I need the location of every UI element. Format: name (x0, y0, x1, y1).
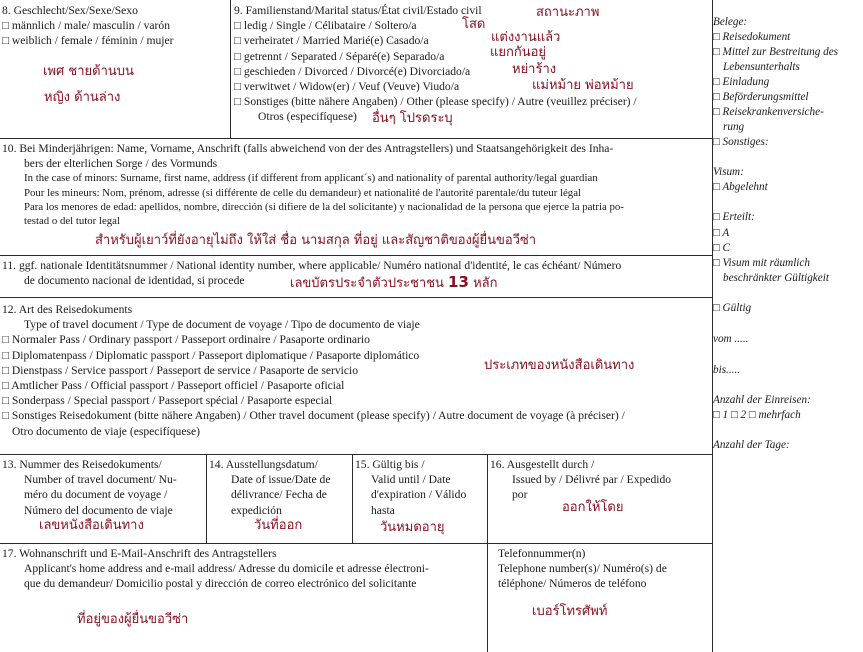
section-title-cont: bers der elterlichen Sorge / des Vormunds (24, 157, 218, 171)
checkbox-diplomatic-passport[interactable]: □ Diplomatenpass / Diplomatic passport / Passeport diplomatique / Pasaporte diplomático (2, 348, 420, 362)
section-text: Date of issue/Date de (231, 473, 331, 487)
option-continuation: Otros (especifíquese) (258, 110, 357, 124)
visum-label: Visum: (713, 166, 744, 178)
thai-annotation-unit: หลัก (473, 276, 498, 291)
section-title-cont: de documento nacional de identidad, si procede (24, 274, 245, 288)
section-title: 9. Familienstand/Marital status/État civil/Estado civil (234, 4, 482, 17)
divider (0, 297, 712, 298)
section-text: hasta (371, 503, 395, 517)
vom-label: vom ..... (713, 333, 749, 345)
divider (230, 0, 231, 138)
section-16-issued-by (490, 457, 671, 503)
divider (206, 454, 207, 543)
section-text: Pour les mineurs: Nom, prénom, adresse (si différente de celle du demandeur) et nationalité de l'autorité parentale/du tuteur légal (24, 186, 581, 199)
section-title: 12. Art des Reisedokuments (2, 303, 133, 316)
section-17-home-address (2, 546, 429, 592)
section-10-minors (2, 141, 624, 228)
checkbox-befoerderungsmittel[interactable]: □ Beförderungsmittel (713, 91, 809, 103)
tage-label: Anzahl der Tage: (713, 439, 790, 451)
section-text: Applicant's home address and e-mail address/ Adresse du domicile et adresse électroni- (24, 562, 429, 576)
section-text: que du demandeur/ Domicilio postal y dirección de correo electrónico del solicitante (24, 577, 417, 591)
section-text: In the case of minors: Surname, first name, address (if different from applicant´s) and nationality of parental authority/legal guardian (24, 172, 598, 185)
office-use-sidebar (713, 0, 863, 652)
thai-annotation: ที่อยู่ของผู้ยื่นขอวีซ่า (77, 612, 189, 627)
section-text: Number of travel document/ Nu- (24, 473, 177, 487)
divider (487, 454, 488, 652)
thai-annotation: เบอร์โทรศัพท์ (532, 604, 608, 619)
section-title: 16. Ausgestellt durch / (490, 458, 595, 471)
checkbox-separated[interactable]: □ getrennt / Separated / Séparé(e) Separado/a (234, 49, 445, 63)
checkbox-single[interactable]: □ ledig / Single / Célibataire / Soltero/a (234, 19, 417, 33)
checkbox-reisekrankenversicherung[interactable]: □ Reisekrankenversiche- (713, 106, 824, 118)
thai-annotation-number: 13 (448, 273, 469, 291)
section-text: Valid until / Date (371, 473, 451, 487)
checkbox-other-document[interactable]: □ Sonstiges Reisedokument (bitte nähere Angaben) / Other travel document (please specify) / Autre document de voyage (à préciser) / (2, 409, 625, 423)
section-text: Número del documento de viaje (24, 503, 173, 517)
section-text: Issued by / Délivré par / Expedido (512, 473, 672, 487)
thai-annotation: แยกกันอยู่ (490, 45, 547, 60)
checkbox-reisedokument[interactable]: □ Reisedokument (713, 31, 791, 43)
divider (0, 138, 712, 139)
checkbox-divorced[interactable]: □ geschieden / Divorced / Divorcé(e) Divorciado/a (234, 64, 471, 78)
thai-annotation: แม่หม้าย พ่อหม้าย (532, 78, 634, 93)
section-title: 15. Gültig bis / (355, 458, 425, 471)
thai-annotation: หญิง ด้านล่าง (44, 90, 121, 105)
section-phone-number (498, 546, 667, 592)
thai-annotation: เลขหนังสือเดินทาง (39, 518, 144, 533)
checkbox-limited-validity[interactable]: □ Visum mit räumlich (713, 257, 810, 269)
section-14-issue-date (209, 457, 330, 518)
section-title: 8. Geschlecht/Sex/Sexe/Sexo (2, 4, 138, 17)
divider (352, 454, 353, 543)
section-9-marital-status (234, 3, 637, 125)
checkbox-service-passport[interactable]: □ Dienstpass / Service passport / Passeport de service / Pasaporte de servicio (2, 363, 359, 377)
option-continuation: Otro documento de viaje (especifíquese) (12, 424, 201, 438)
einreisen-options[interactable]: □ 1 □ 2 □ mehrfach (713, 409, 801, 421)
divider (0, 454, 712, 455)
thai-annotation: เพศ ชายด้านบน (43, 64, 134, 79)
checkbox-abgelehnt[interactable]: □ Abgelehnt (713, 181, 768, 193)
thai-annotation: สำหรับผู้เยาว์ที่ยังอายุไม่ถึง ให้ใส่ ชื่อ นามสกุล ที่อยู่ และสัญชาติของผู้ยื่นขอวีซ่า (95, 233, 537, 248)
checkbox-visa-a[interactable]: □ A (713, 227, 730, 239)
section-text: testad o del tutor legal (24, 215, 120, 228)
section-title: 17. Wohnanschrift und E-Mail-Anschrift des Antragstellers (2, 547, 277, 560)
section-title: 14. Ausstellungsdatum/ (209, 458, 318, 471)
checkbox-male[interactable]: □ männlich / male/ masculin / varón (2, 19, 170, 33)
option-continuation: Lebensunterhalts (723, 61, 800, 73)
checkbox-visa-c[interactable]: □ C (713, 242, 731, 254)
thai-annotation: ประเภทของหนังสือเดินทาง (484, 358, 635, 373)
checkbox-ordinary-passport[interactable]: □ Normaler Pass / Ordinary passport / Passeport ordinaire / Pasaporte ordinario (2, 333, 370, 347)
section-subtitle: Type of travel document / Type de document de voyage / Tipo de documento de viaje (24, 318, 420, 332)
checkbox-special-passport[interactable]: □ Sonderpass / Special passport / Passeport spécial / Pasaporte especial (2, 394, 333, 408)
section-title: 11. ggf. nationale Identitätsnummer / National identity number, where applicable/ Numéro national d'identité, le cas échéant/ Número (2, 259, 622, 272)
checkbox-married[interactable]: □ verheiratet / Married Marié(e) Casado/a (234, 34, 429, 48)
divider (0, 543, 712, 544)
thai-annotation: วันที่ออก (254, 518, 303, 533)
option-continuation: beschränkter Gültigkeit (723, 272, 829, 284)
section-8-sex (2, 3, 174, 49)
section-text: téléphone/ Números de teléfono (498, 577, 647, 591)
section-text: por (512, 488, 528, 502)
option-continuation: rung (723, 121, 745, 133)
checkbox-erteilt[interactable]: □ Erteilt: (713, 211, 755, 223)
divider (0, 255, 712, 256)
checkbox-gueltig[interactable]: □ Gültig (713, 302, 752, 314)
thai-annotation: อื่นๆ โปรดระบุ (372, 111, 453, 126)
thai-annotation: ออกให้โดย (562, 500, 624, 515)
section-text: d'expiration / Válido (371, 488, 467, 502)
thai-annotation: หย่าร้าง (512, 62, 557, 77)
belege-label: Belege: (713, 16, 748, 28)
section-15-valid-until (355, 457, 466, 518)
section-title: 10. Bei Minderjährigen: Name, Vorname, Anschrift (falls abweichend von der des Antragstellers) und Staatsangehörigkeit des Inha- (2, 142, 614, 155)
checkbox-einladung[interactable]: □ Einladung (713, 76, 770, 88)
thai-annotation: วันหมดอายุ (380, 520, 445, 535)
checkbox-female[interactable]: □ weiblich / female / féminin / mujer (2, 34, 174, 48)
section-text: méro du document de voyage / (24, 488, 168, 502)
section-text: expedición (231, 503, 282, 517)
section-title: Telefonnummer(n) (498, 547, 586, 560)
bis-label: bis..... (713, 364, 741, 376)
thai-annotation: สถานะภาพ (536, 5, 600, 20)
section-text: Para los menores de edad: apellidos, nombre, dirección (si difiere de la del solicitante) y nacionalidad de la persona que ejerce la patria po- (24, 200, 624, 213)
checkbox-lebensunterhalt[interactable]: □ Mittel zur Bestreitung des (713, 46, 839, 58)
thai-annotation (290, 274, 497, 292)
thai-annotation-text: เลขบัตรประจำตัวประชาชน (290, 276, 444, 291)
checkbox-other[interactable]: □ Sonstiges (bitte nähere Angaben) / Other (please specify) / Autre (veuillez préciser) / (234, 95, 637, 109)
section-title: 13. Nummer des Reisedokuments/ (2, 458, 162, 471)
thai-annotation: โสด (462, 17, 486, 32)
checkbox-widowed[interactable]: □ verwitwet / Widow(er) / Veuf (Veuve) Viudo/a (234, 80, 460, 94)
section-13-document-number (2, 457, 177, 518)
einreisen-label: Anzahl der Einreisen: (713, 394, 811, 406)
section-text: Telephone number(s)/ Numéro(s) de (498, 562, 667, 576)
checkbox-sonstiges[interactable]: □ Sonstiges: (713, 136, 769, 148)
section-text: délivrance/ Fecha de (231, 488, 327, 502)
checkbox-official-passport[interactable]: □ Amtlicher Pass / Official passport / Passeport officiel / Pasaporte oficial (2, 379, 345, 393)
thai-annotation: แต่งงานแล้ว (491, 30, 561, 45)
